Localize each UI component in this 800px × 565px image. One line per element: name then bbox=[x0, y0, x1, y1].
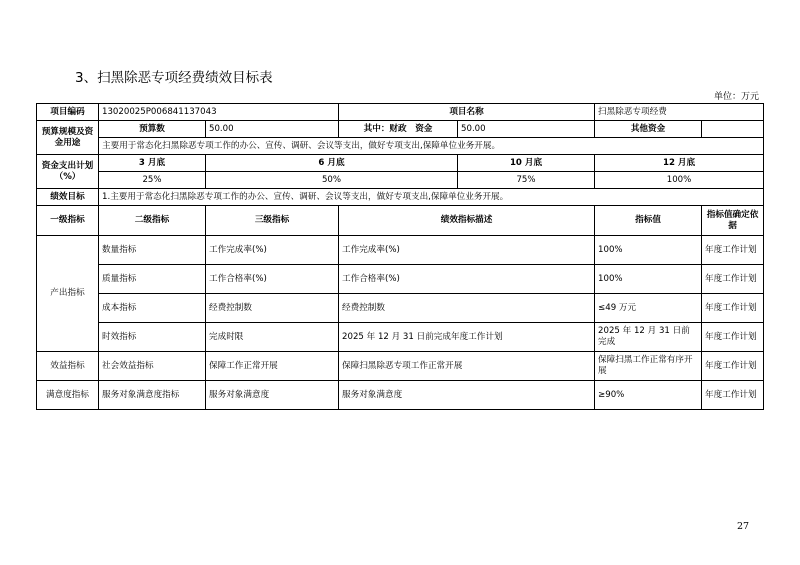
indicator-basis: 年度工作计划 bbox=[702, 323, 764, 352]
header-basis: 指标值确定依据 bbox=[702, 206, 764, 236]
indicator-description: 工作合格率(%) bbox=[339, 265, 595, 294]
fiscal-fund-label: 其中：财政 资金 bbox=[339, 121, 458, 138]
fiscal-fund-value: 50.00 bbox=[458, 121, 595, 138]
indicator-level2: 质量指标 bbox=[99, 265, 206, 294]
indicator-value: 2025 年 12 月 31 日前完成 bbox=[595, 323, 702, 352]
unit-label: 单位：万元 bbox=[713, 92, 759, 102]
indicator-value: 100% bbox=[595, 265, 702, 294]
group-level1-output: 产出指标 bbox=[37, 236, 99, 352]
indicator-level3: 完成时限 bbox=[206, 323, 339, 352]
code-label: 项目编码 bbox=[37, 104, 99, 121]
schedule-period-1: 3 月底 bbox=[99, 155, 206, 172]
indicator-value: 保障扫黑工作正常有序开展 bbox=[595, 352, 702, 381]
other-fund-label: 其他资金 bbox=[595, 121, 702, 138]
indicator-description: 2025 年 12 月 31 日前完成年度工作计划 bbox=[339, 323, 595, 352]
indicator-level2: 社会效益指标 bbox=[99, 352, 206, 381]
group-level1-benefit: 效益指标 bbox=[37, 352, 99, 381]
indicator-description: 经费控制数 bbox=[339, 294, 595, 323]
code-value: 13020025P006841137043 bbox=[99, 104, 339, 121]
indicator-level2: 成本指标 bbox=[99, 294, 206, 323]
schedule-value-1: 25% bbox=[99, 172, 206, 189]
header-description: 绩效指标描述 bbox=[339, 206, 595, 236]
budget-label: 预算规模及资金用途 bbox=[37, 121, 99, 155]
indicator-basis: 年度工作计划 bbox=[702, 236, 764, 265]
budget-usage: 主要用于常态化扫黑除恶专项工作的办公、宣传、调研、会议等支出，做好专项支出,保障单位业务开展。 bbox=[99, 138, 764, 155]
indicator-description: 保障扫黑除恶专项工作正常开展 bbox=[339, 352, 595, 381]
name-label: 项目名称 bbox=[339, 104, 595, 121]
schedule-value-2: 50% bbox=[206, 172, 458, 189]
header-level1: 一级指标 bbox=[37, 206, 99, 236]
indicator-level2: 数量指标 bbox=[99, 236, 206, 265]
header-level2: 二级指标 bbox=[99, 206, 206, 236]
indicator-value: ≤49 万元 bbox=[595, 294, 702, 323]
indicator-basis: 年度工作计划 bbox=[702, 265, 764, 294]
indicator-description: 服务对象满意度 bbox=[339, 381, 595, 410]
name-value: 扫黑除恶专项经费 bbox=[595, 104, 764, 121]
budget-amount-label: 预算数 bbox=[99, 121, 206, 138]
schedule-label: 资金支出计划（%） bbox=[37, 155, 99, 189]
indicator-basis: 年度工作计划 bbox=[702, 352, 764, 381]
indicator-level3: 工作完成率(%) bbox=[206, 236, 339, 265]
schedule-value-4: 100% bbox=[595, 172, 764, 189]
page-number: 27 bbox=[737, 521, 750, 532]
indicator-description: 工作完成率(%) bbox=[339, 236, 595, 265]
schedule-period-4: 12 月底 bbox=[595, 155, 764, 172]
indicator-level3: 工作合格率(%) bbox=[206, 265, 339, 294]
indicator-level3: 服务对象满意度 bbox=[206, 381, 339, 410]
indicator-level3: 保障工作正常开展 bbox=[206, 352, 339, 381]
header-value: 指标值 bbox=[595, 206, 702, 236]
indicator-level2: 服务对象满意度指标 bbox=[99, 381, 206, 410]
indicator-level3: 经费控制数 bbox=[206, 294, 339, 323]
group-level1-satisfaction: 满意度指标 bbox=[37, 381, 99, 410]
indicator-basis: 年度工作计划 bbox=[702, 381, 764, 410]
other-fund-value bbox=[702, 121, 764, 138]
indicator-value: ≥90% bbox=[595, 381, 702, 410]
budget-amount-value: 50.00 bbox=[206, 121, 339, 138]
schedule-value-3: 75% bbox=[458, 172, 595, 189]
page-title: 3、扫黑除恶专项经费绩效目标表 bbox=[75, 70, 273, 86]
schedule-period-2: 6 月底 bbox=[206, 155, 458, 172]
indicator-basis: 年度工作计划 bbox=[702, 294, 764, 323]
schedule-period-3: 10 月底 bbox=[458, 155, 595, 172]
goal-text: 1.主要用于常态化扫黑除恶专项工作的办公、宣传、调研、会议等支出，做好专项支出,保障单位业务开展。 bbox=[99, 189, 764, 206]
header-level3: 三级指标 bbox=[206, 206, 339, 236]
indicator-value: 100% bbox=[595, 236, 702, 265]
goal-label: 绩效目标 bbox=[37, 189, 99, 206]
indicator-level2: 时效指标 bbox=[99, 323, 206, 352]
performance-target-table bbox=[36, 103, 764, 410]
